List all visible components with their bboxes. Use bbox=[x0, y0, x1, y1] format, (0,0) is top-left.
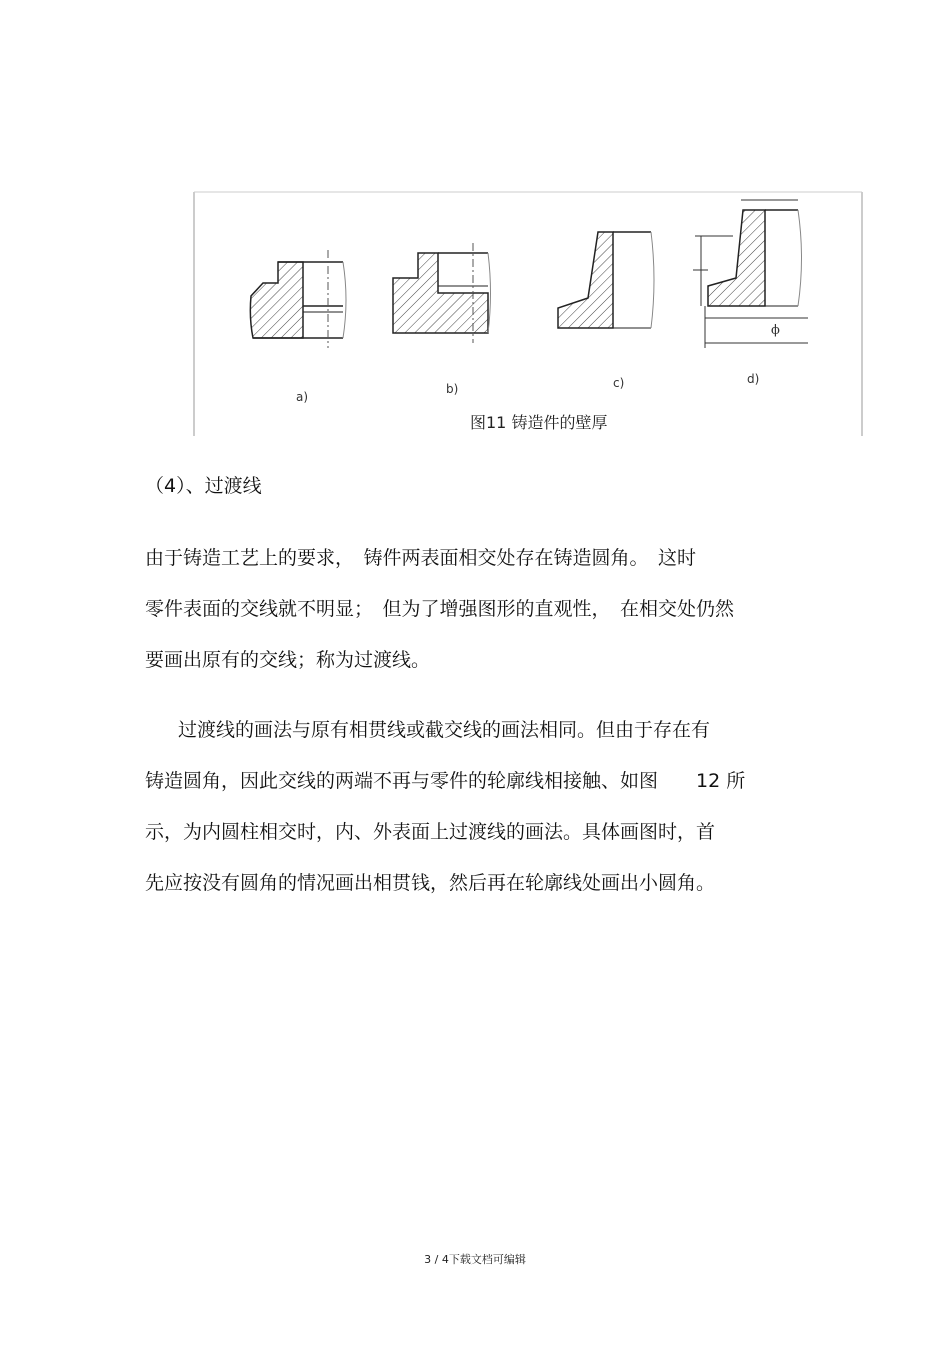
figure-label-c: c) bbox=[613, 376, 625, 390]
page-footer: 3 / 4下载文档可编辑 bbox=[424, 1253, 526, 1266]
figure-c-drawing bbox=[558, 232, 654, 328]
figure-d-drawing bbox=[693, 200, 808, 348]
figure-caption: 图11 铸造件的壁厚 bbox=[470, 413, 608, 432]
figure-label-b: b) bbox=[446, 382, 459, 396]
figure-a-drawing bbox=[250, 250, 346, 348]
casting-wall-thickness-figure bbox=[193, 188, 863, 438]
figure-label-a: a) bbox=[296, 390, 309, 404]
para2-line-1: 过渡线的画法与原有相贯线或截交线的画法相同。但由于存在有 bbox=[178, 719, 711, 741]
para2-line-4: 先应按没有圆角的情况画出相贯钱，然后再在轮廓线处画出小圆角。 bbox=[145, 872, 716, 894]
figure-label-d: d) bbox=[747, 372, 760, 386]
para1-line-1: 由于铸造工艺上的要求， 铸件两表面相交处存在铸造圆角。 这时 bbox=[145, 547, 697, 569]
section-heading: （4）、过渡线 bbox=[145, 475, 262, 497]
figure-drawing bbox=[193, 188, 863, 438]
para2-line-3: 示，为内圆柱相交时，内、外表面上过渡线的画法。具体画图时，首 bbox=[145, 821, 716, 843]
para1-line-2: 零件表面的交线就不明显； 但为了增强图形的直观性， 在相交处仍然 bbox=[145, 598, 735, 620]
para1-line-3: 要画出原有的交线；称为过渡线。 bbox=[145, 649, 431, 671]
figure-dimension-label: ϕ bbox=[771, 323, 780, 338]
para2-line-2: 铸造圆角，因此交线的两端不再与零件的轮廓线相接触、如图 12 所 bbox=[145, 770, 746, 792]
figure-b-drawing bbox=[393, 243, 491, 343]
